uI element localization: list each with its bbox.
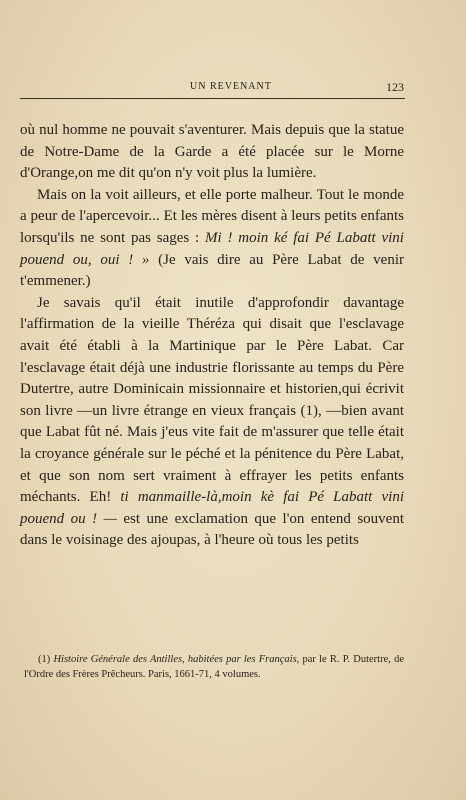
running-title: UN REVENANT [190, 81, 272, 92]
footnote-marker: (1) [38, 654, 54, 665]
footnotes [24, 652, 404, 682]
footnote-book-title: Histoire Générale des Antilles, habitées par les Français, [53, 654, 300, 665]
footnote-1 [24, 652, 404, 682]
page-number: 123 [386, 80, 404, 94]
footnote-text: par le R. P. Dutertre, de l'Ordre des Frères Prêcheurs. Paris, 1661-71, 4 volumes. [24, 654, 404, 680]
paragraph-3-continuation: est une exclamation que l'on entend souvent dans le voisinage des ajoupas, à l'heure où tous les petits [20, 510, 404, 549]
body-text [20, 120, 404, 552]
creole-phrase-1: Mi ! moin ké fai Pé Labatt vini pouend ou, oui ! » [20, 229, 404, 268]
paragraph-1-text: où nul homme ne pouvait s'aventurer. Mais depuis que la statue de Notre-Dame de la Garde a été placée sur le Morne d'Orange,on me dit qu'on n'y voit plus la lumière. [20, 122, 404, 182]
paragraph-3 [20, 293, 404, 552]
paragraph-2-translation: (Je vais dire au Père Labat de venir t'emmener.) [20, 251, 404, 290]
paragraph-2 [20, 185, 404, 293]
header-rule [20, 98, 405, 99]
paragraph-1 [20, 120, 404, 185]
paragraph-2-text: Mais on la voit ailleurs, et elle porte malheur. Tout le monde a peur de l'apercevoir... Et les mères disent à leurs petits enfants lorsqu'ils ne sont pas sages : [20, 186, 404, 246]
page-header [20, 80, 404, 98]
paragraph-3-text: Je savais qu'il était inutile d'approfondir davantage l'affirmation de la vieille Théréza qui disait que l'esclavage avait été établi à la Martinique par le Père Labat. Car l'esclavage était déjà une industrie florissante au temps du Père Dutertre, autre Dominicain missionnaire et historien,qui écrivit son livre —un livre étrange en vieux français (1), —bien avant que Labat fût né. Mais j'eus vite fait de m'assurer que telle était la croyance générale sur le péché et la pénitence du Père Labat, et que son nom sert vraiment à effrayer les petits enfants méchants. Eh! [20, 294, 404, 506]
creole-phrase-2: ti manmaille-là,moin kè fai Pé Labatt vini pouend ou ! — [20, 489, 404, 527]
